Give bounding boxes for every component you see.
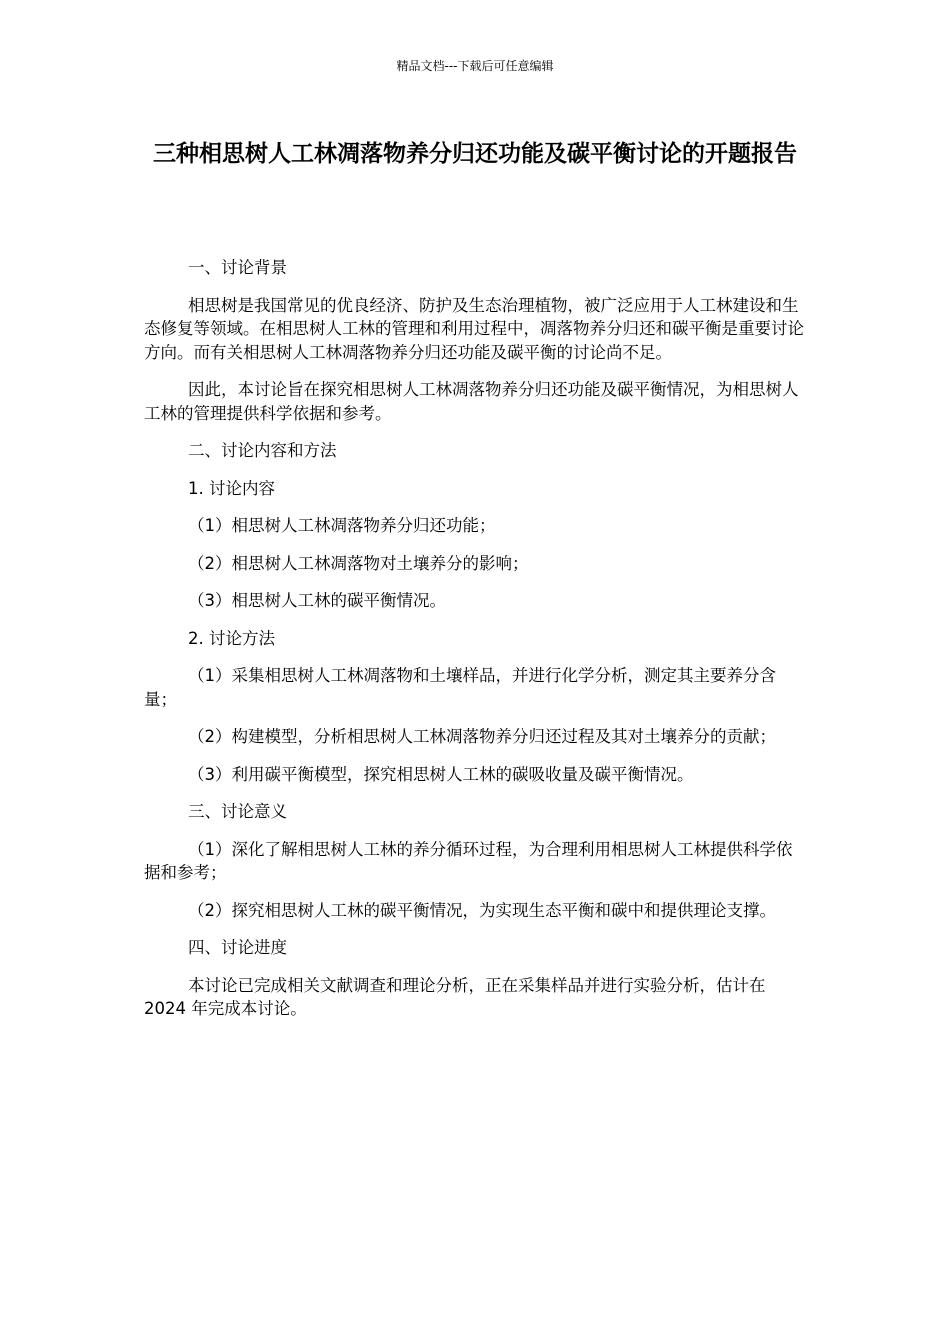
- page-header: 精品文档---下载后可任意编辑: [396, 59, 554, 73]
- list-item: （2）构建模型，分析相思树人工林凋落物养分归还过程及其对土壤养分的贡献；: [188, 727, 776, 746]
- list-item: （2）探究相思树人工林的碳平衡情况，为实现生态平衡和碳中和提供理论支撑。: [188, 900, 776, 920]
- list-item: （2）相思树人工林凋落物对土壤养分的影响；: [188, 553, 529, 573]
- section-heading-progress: 四、讨论进度: [188, 938, 287, 957]
- list-item: （1）采集相思树人工林凋落物和土壤样品，并进行化学分析，测定其主要养分含量；: [144, 666, 776, 709]
- section-heading-significance: 三、讨论意义: [188, 802, 287, 821]
- paragraph-purpose: 因此，本讨论旨在探究相思树人工林凋落物养分归还功能及碳平衡情况，为相思树人工林的管理提供科学依据和参考。: [144, 380, 799, 423]
- list-item: （3）相思树人工林的碳平衡情况。: [188, 591, 446, 610]
- paragraph-progress: 本讨论已完成相关文献调查和理论分析，正在采集样品并进行实验分析，估计在 2024 年完成本讨论。: [144, 975, 766, 1018]
- paragraph-background: 相思树是我国常见的优良经济、防护及生态治理植物，被广泛应用于人工林建设和生态修复等领域。在相思树人工林的管理和利用过程中，凋落物养分归还和碳平衡是重要讨论方向。而有关相思树人工林凋落物养分归还功能及碳平衡的讨论尚不足。: [144, 295, 804, 362]
- subheading-methods: 2. 讨论方法: [188, 628, 275, 648]
- section-heading-content-methods: 二、讨论内容和方法: [188, 441, 337, 460]
- list-item: （1）深化了解相思树人工林的养分循环过程，为合理利用相思树人工林提供科学依据和参考；: [144, 839, 793, 882]
- document-body: [144, 256, 806, 1035]
- list-item: （3）利用碳平衡模型，探究相思树人工林的碳吸收量及碳平衡情况。: [188, 764, 694, 784]
- section-heading-background: 一、讨论背景: [188, 258, 287, 277]
- list-item: （1）相思树人工林凋落物养分归还功能；: [188, 516, 496, 535]
- subheading-content: 1. 讨论内容: [188, 478, 275, 498]
- document-title: 三种相思树人工林凋落物养分归还功能及碳平衡讨论的开题报告: [153, 141, 797, 167]
